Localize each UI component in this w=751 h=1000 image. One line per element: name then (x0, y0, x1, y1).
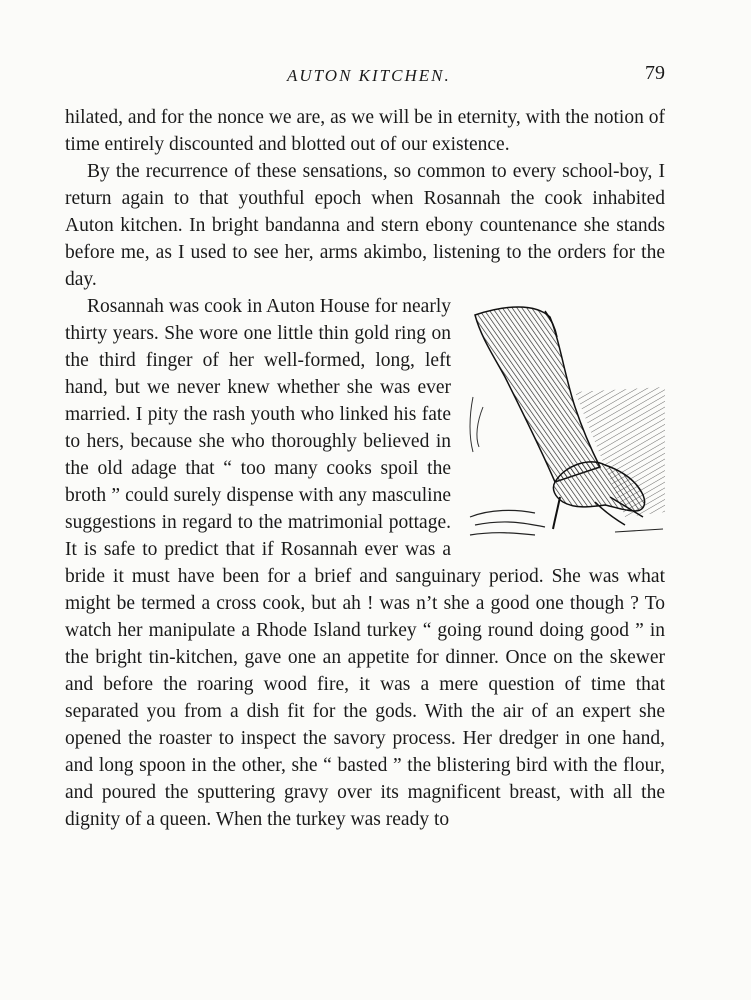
paragraph-1: hilated, and for the nonce we are, as we will be in eternity, with the notion of time entirely discounted and blotted out of our existence. (65, 107, 665, 155)
hand-illustration (465, 297, 665, 543)
body-text (65, 104, 665, 833)
page-header (65, 62, 665, 90)
running-head: AUTON KITCHEN. (287, 66, 451, 85)
paragraph-2: By the recurrence of these sensations, so common to every school-boy, I return again to that youthful epoch when Rosannah the cook inhabited Auton kitchen. In bright bandanna and stern ebony countenance she stands before me, as I used to see her, arms akimbo, listening to the orders for the day. (65, 161, 665, 290)
paragraph-3: Rosannah was cook in Auton House for nearly thirty years. She wore one little thin gold ring on the third finger of her well-formed, long, left hand, but we never knew whether she was ever married. I pity the rash youth who linked his fate to hers, because she who thoroughly believed in the old adage that “ too many cooks spoil the broth ” could surely dispense with any masculine suggestions in regard to the matrimonial pottage. It is safe to predict that if Rosannah ever was a bride it must have been for a brief and sanguinary period. She was what might be termed a cross cook, but ah ! was n’t she a good one though ? To watch her manipulate a Rhode Island turkey “ going round doing good ” in the bright tin-kitchen, gave one an appetite for dinner. Once on the skewer and before the roaring wood fire, it was a mere question of time that separated you from a dish fit for the gods. With the air of an expert she opened the roaster to inspect the savory process. Her dredger in one hand, and long spoon in the other, she “ basted ” the blistering bird with the flour, and poured the sputtering gravy over its magnificent breast, with all the dignity of a queen. When the turkey was ready to (65, 296, 665, 830)
hand-engraving (465, 297, 665, 543)
page-number: 79 (645, 62, 665, 84)
